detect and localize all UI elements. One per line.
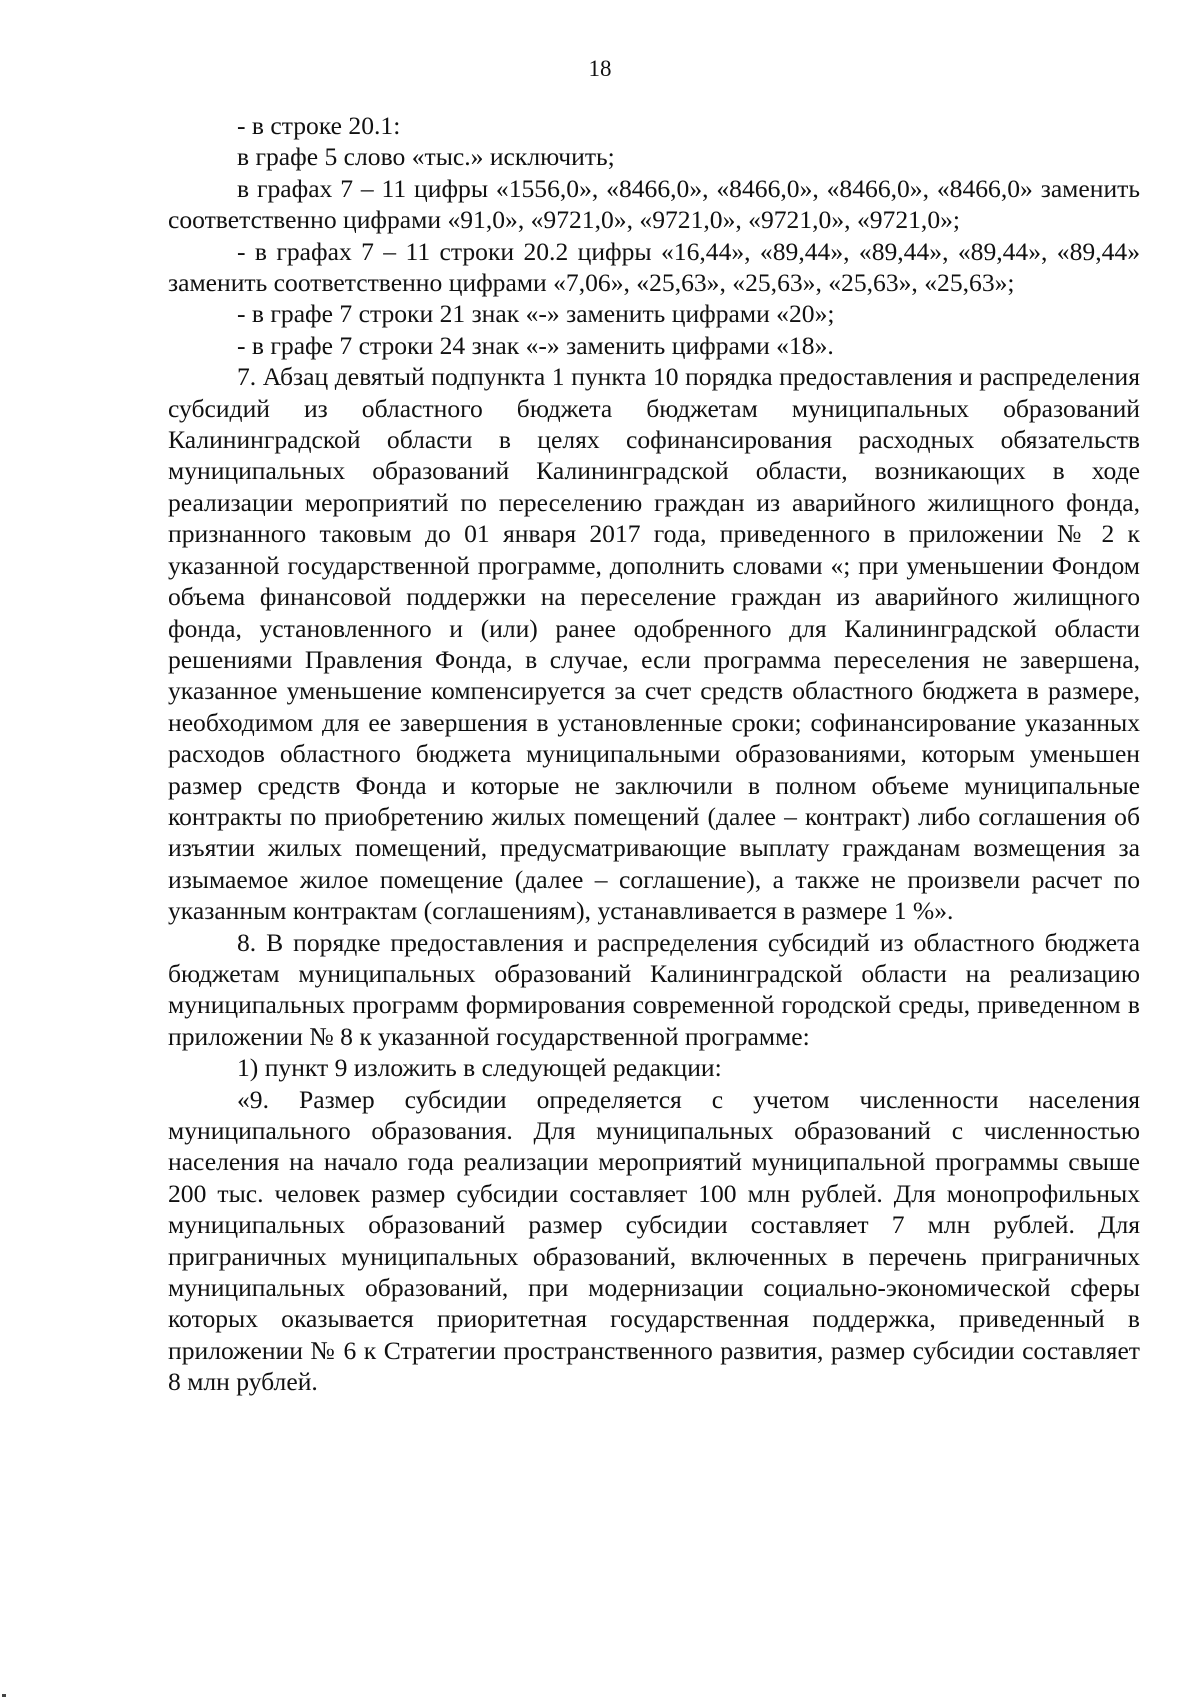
document-body: [168, 110, 1140, 1398]
paragraph-row-21: - в графе 7 строки 21 знак «-» заменить цифрами «20»;: [237, 299, 835, 329]
paragraph-subitem-1: 1) пункт 9 изложить в следующей редакции:: [237, 1053, 722, 1083]
scan-speck: [2, 1694, 6, 1697]
paragraph-item-7: 7. Абзац девятый подпункта 1 пункта 10 порядка предоставления и распределения субсидий из областного бюджета бюджетам муниципальных образований Калининградской области в целях софинансирования расходных обязательств муниципальных образований Калининградской области, возникающих в ходе реализации мероприятий по переселению граждан из аварийного жилищного фонда, признанного таковым до 01 января 2017 года, приведенного в приложении № 2 к указанной государственной программе, дополнить словами «; при уменьшении Фондом объема финансовой поддержки на переселение граждан из аварийного жилищного фонда, установленного и (или) ранее одобренного для Калининградской области решениями Правления Фонда, в случае, если программа переселения не завершена, указанное уменьшение компенсируется за счет средств областного бюджета в размере, необходимом для ее завершения в установленные сроки; софинансирование указанных расходов областного бюджета муниципальными образованиями, которым уменьшен размер средств Фонда и которые не заключили в полном объеме муниципальные контракты по приобретению жилых помещений (далее – контракт) либо соглашения об изъятии жилых помещений, предусматривающие выплату гражданам возмещения за изымаемое жилое помещение (далее – соглашение), а также не произвели расчет по указанным контрактам (соглашениям), устанавливается в размере 1 %».: [168, 362, 1140, 926]
paragraph-row-24: - в графе 7 строки 24 знак «-» заменить цифрами «18».: [237, 330, 834, 360]
paragraph-item-8: 8. В порядке предоставления и распределения субсидий из областного бюджета бюджетам муниципальных образований Калининградской области на реализацию муниципальных программ формирования современной городской среды, приведенном в приложении № 8 к указанной государственной программе:: [168, 927, 1140, 1051]
page-number: 18: [588, 56, 612, 81]
paragraph-point-9: «9. Размер субсидии определяется с учетом численности населения муниципального образования. Для муниципальных образований с численностью населения на начало года реализации мероприятий муниципальной программы свыше 200 тыс. человек размер субсидии составляет 100 млн рублей. Для монопрофильных муниципальных образований размер субсидии составляет 7 млн рублей. Для приграничных муниципальных образований, включенных в перечень приграничных муниципальных образований, при модернизации социально-экономической сферы которых оказывается приоритетная государственная поддержка, приведенный в приложении № 6 к Стратегии пространственного развития, размер субсидии составляет 8 млн рублей.: [168, 1084, 1140, 1397]
paragraph-column-5: в графе 5 слово «тыс.» исключить;: [237, 142, 615, 172]
paragraph-row-20-1: - в строке 20.1:: [237, 111, 401, 140]
paragraph-columns-7-11: в графах 7 – 11 цифры «1556,0», «8466,0», «8466,0», «8466,0», «8466,0» заменить соответственно цифрами «91,0», «9721,0», «9721,0», «9721,0», «9721,0»;: [168, 173, 1140, 235]
paragraph-row-20-2: - в графах 7 – 11 строки 20.2 цифры «16,44», «89,44», «89,44», «89,44», «89,44» заменить соответственно цифрами «7,06», «25,63», «25,63», «25,63», «25,63»;: [168, 236, 1140, 298]
